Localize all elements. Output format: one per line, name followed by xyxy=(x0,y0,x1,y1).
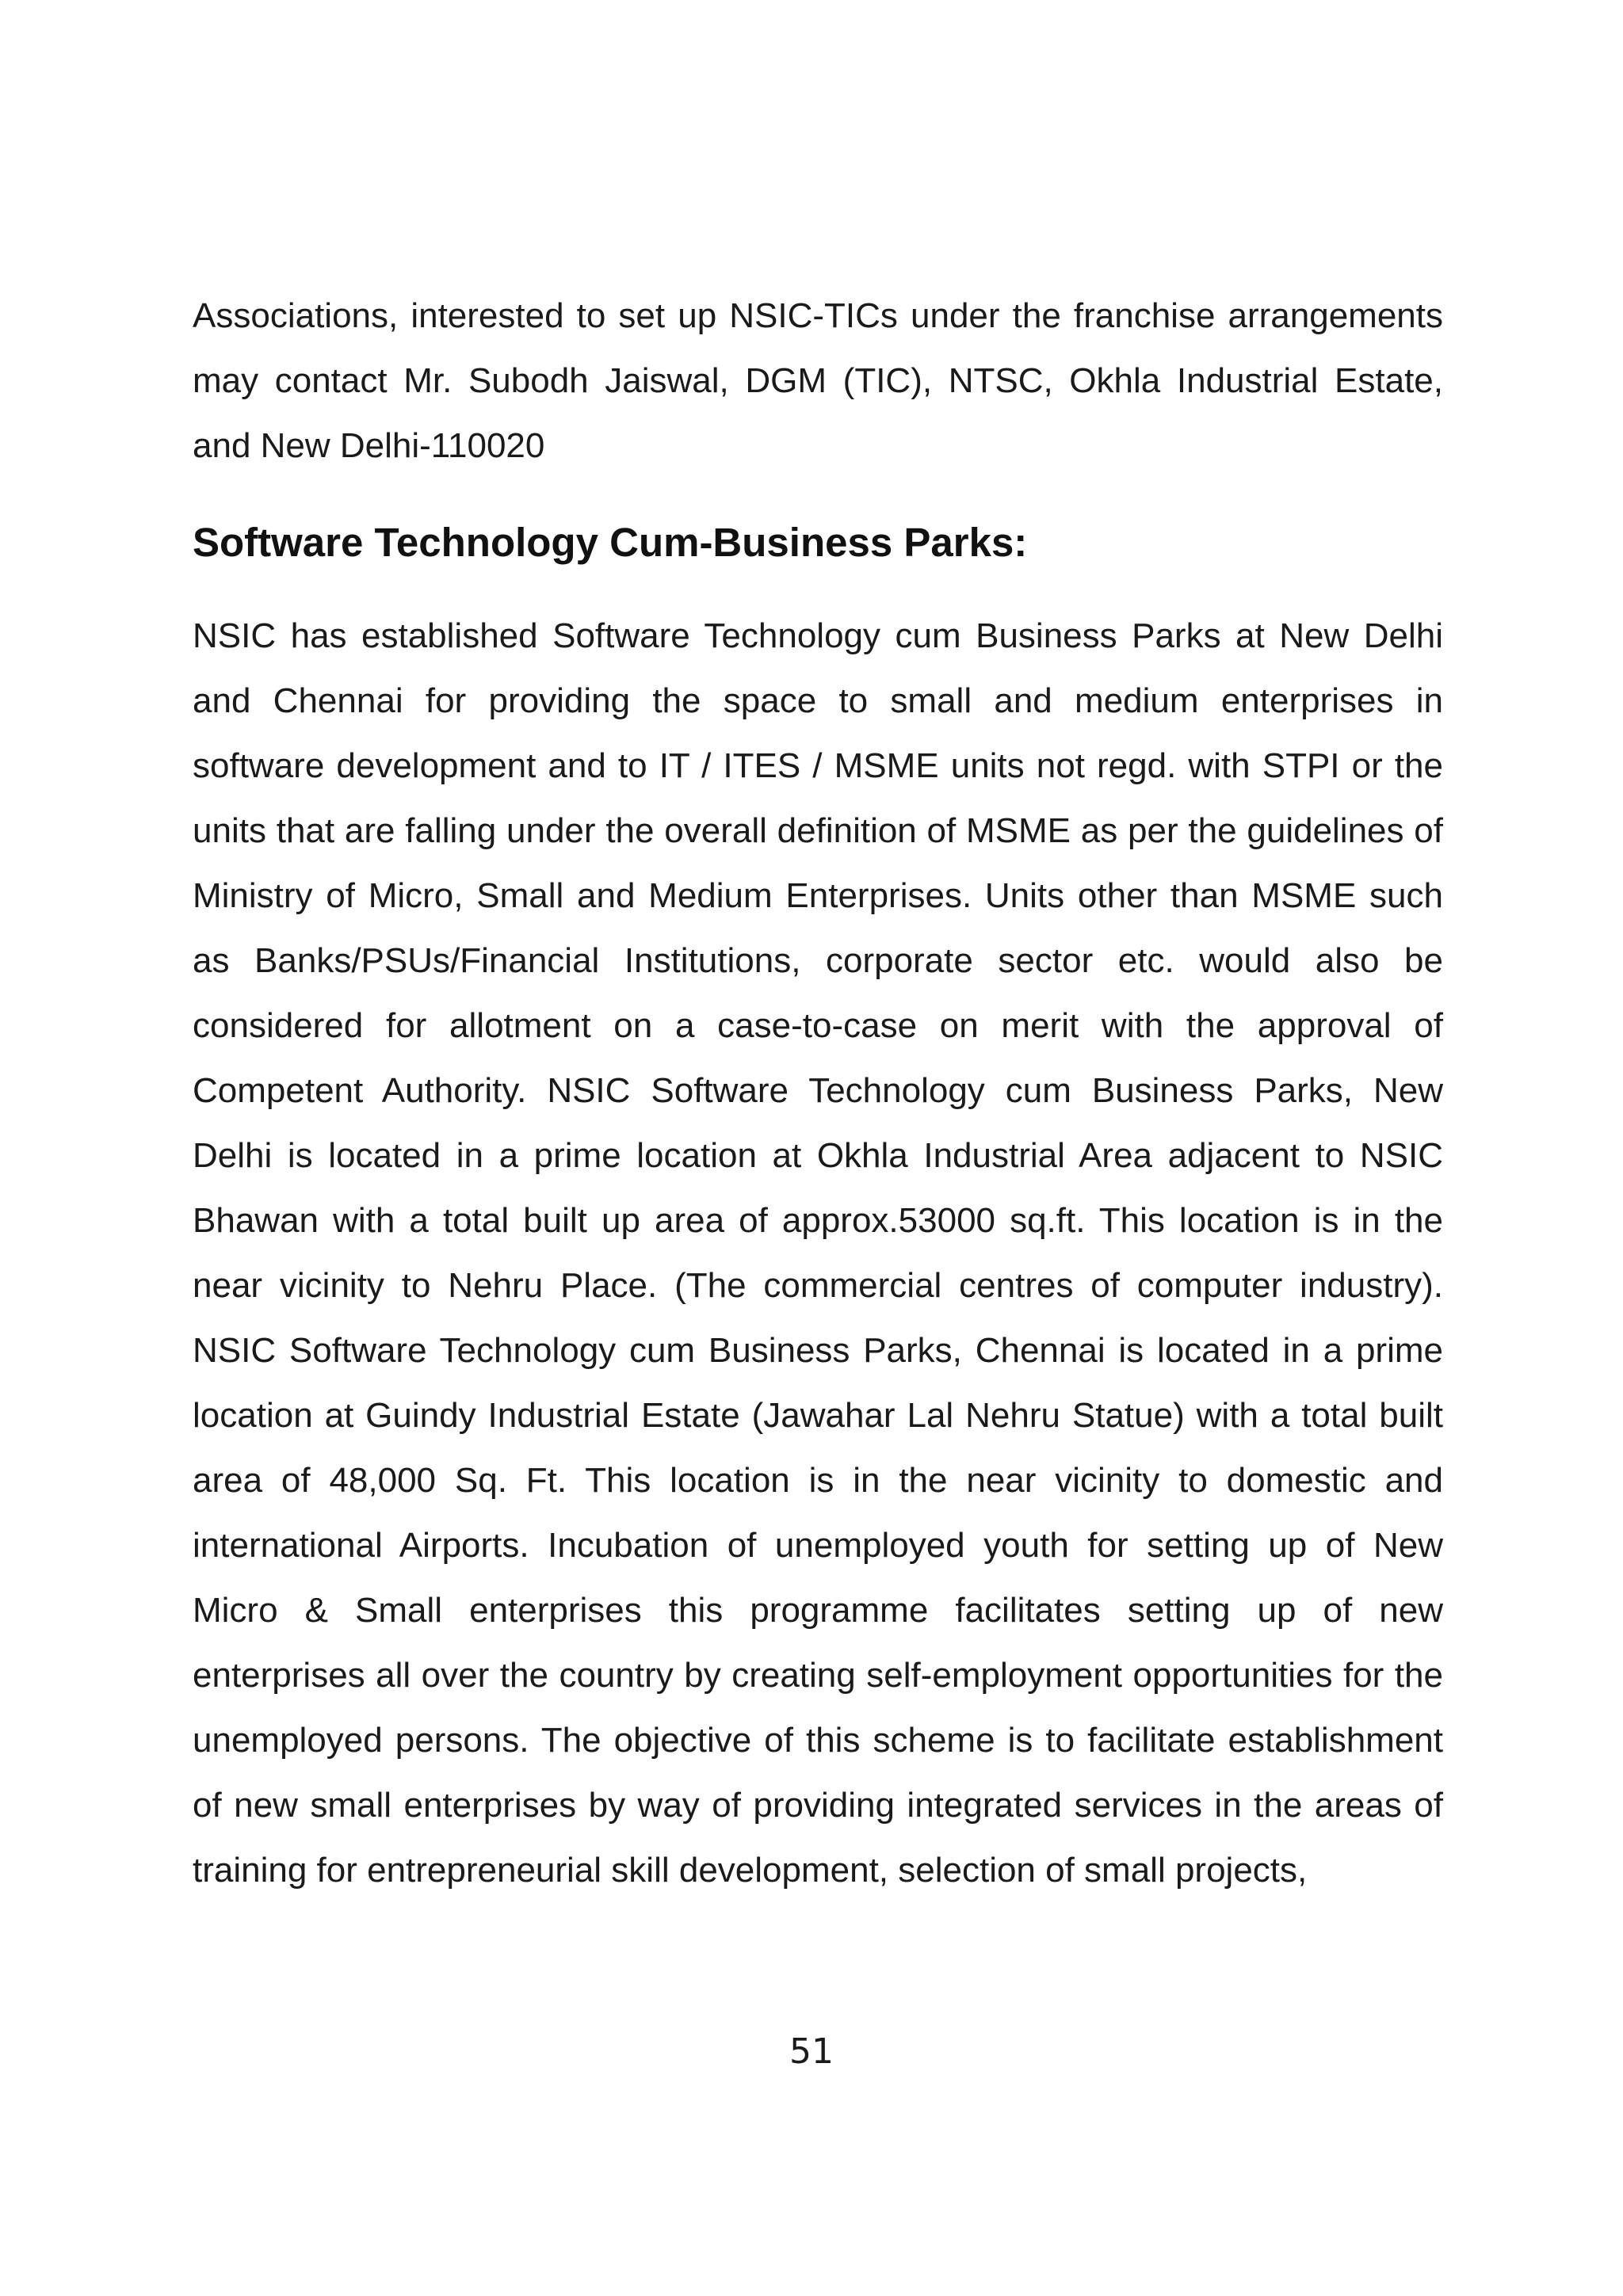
page-number: 51 xyxy=(789,2031,834,2072)
section-heading: Software Technology Cum-Business Parks: xyxy=(193,520,1028,565)
intro-paragraph: Associations, interested to set up NSIC-TICs under the franchise arrangements may contact Mr. Subodh Jaiswal, DGM (TIC), NTSC, Okhla Industrial Estate, and New Delhi-110020 xyxy=(193,296,1443,465)
body-paragraph: NSIC has established Software Technology cum Business Parks at New Delhi and Chennai for providing the space to small and medium enterprises in software development and to IT / ITES / MSME units not regd. with STPI or the units that are falling under the overall definition of MSME as per the guidelines of Ministry of Micro, Small and Medium Enterprises. Units other than MSME such as Banks/PSUs/Financial Institutions, corporate sector etc. would also be considered for allotment on a case-to-case on merit with the approval of Competent Authority. NSIC Software Technology cum Business Parks, New Delhi is located in a prime location at Okhla Industrial Area adjacent to NSIC Bhawan with a total built up area of approx.53000 sq.ft. This location is in the near vicinity to Nehru Place. (The commercial centres of computer industry). NSIC Software Technology cum Business Parks, Chennai is located in a prime location at Guindy Industrial Estate (Jawahar Lal Nehru Statue) with a total built area of 48,000 Sq. Ft. This location is in the near vicinity to domestic and international Airports. Incubation of unemployed youth for setting up of New Micro & Small enterprises this programme facilitates setting up of new enterprises all over the country by creating self-employment opportunities for the unemployed persons. The objective of this scheme is to facilitate establishment of new small enterprises by way of providing integrated services in the areas of training for entrepreneurial skill development, selection of small projects, xyxy=(193,616,1443,1890)
page-content xyxy=(193,284,1443,1903)
